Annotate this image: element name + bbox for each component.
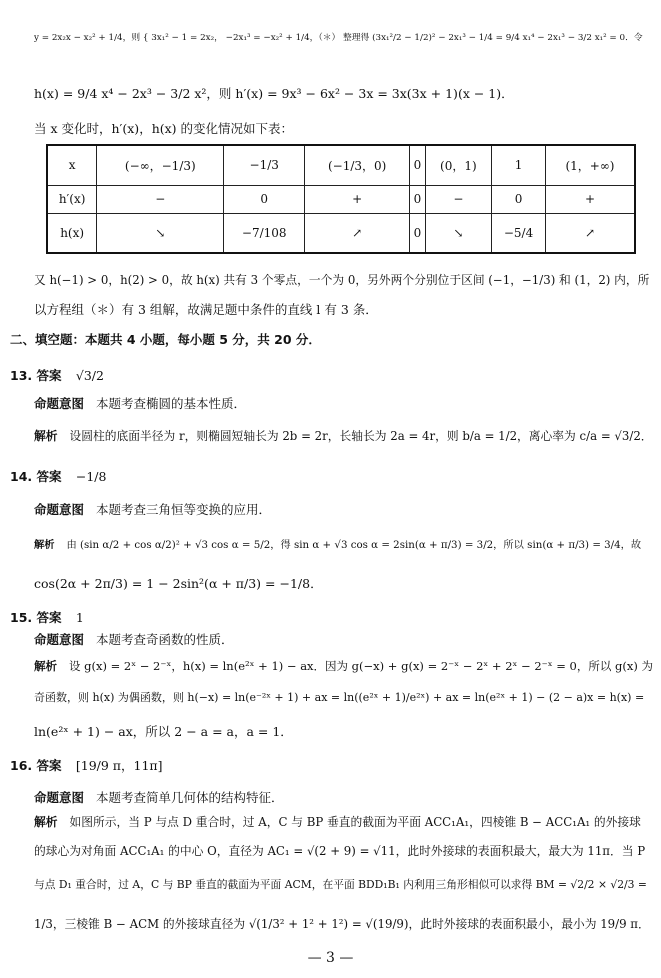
intent-label: 命题意图 [34, 632, 85, 647]
q15-heading [10, 608, 84, 626]
intent-text: 本题考查简单几何体的结构特征． [96, 790, 284, 805]
table-cell: (0，1) [425, 145, 492, 185]
table-cell: −5/4 [492, 213, 546, 253]
text-line [34, 658, 653, 674]
table-cell: 0 [410, 145, 425, 185]
text-line: 与点 D₁ 重合时，过 A，C 与 BP 垂直的截面为平面 ACM，在平面 BDD₁B₁ 内利用三角形相似可以求得 BM = √2/2 × √2/3 = [34, 878, 647, 891]
answer-value: −1/8 [75, 469, 107, 484]
text-line: 的球心为对角面 ACC₁A₁ 的中心 O，直径为 AC₁ = √(2 + 9) = √11，此时外接球的表面积最大，最大为 11π．当 P [34, 844, 646, 858]
table-cell: −7/108 [224, 213, 305, 253]
text-line: h(x) = 9/4 x⁴ − 2x³ − 3/2 x²，则 h′(x) = 9x³ − 6x² − 3x = 3x(3x + 1)(x − 1)． [34, 86, 514, 101]
variation-table [46, 144, 636, 254]
text-line [34, 502, 271, 518]
text-line: y = 2x₂x − x₂² + 1/4，则 { 3x₁² − 1 = 2x₂， −2x₁³ = −x₂² + 1/4，（＊） 整理得 (3x₁²/2 − 1/2)² − 2x₁³ − 1/4 = 9/4 x₁⁴ − 2x₁³ − 3/2 x₁² = 0．令 [34, 33, 643, 43]
answer-value: 1 [75, 610, 84, 625]
text-line: cos(2α + 2π/3) = 1 − 2sin²(α + π/3) = −1/8． [34, 576, 323, 591]
text-line [34, 428, 653, 444]
table-cell: x [47, 145, 97, 185]
page-number: — 3 — [307, 950, 354, 966]
solution-text: 由 (sin α/2 + cos α/2)² + √3 cos α = 5/2，得 sin α + √3 cos α = 2sin(α + π/3) = 3/2，所以 sin(α + π/3) = 3/4，故 [66, 539, 642, 551]
q13-heading [10, 366, 104, 384]
solution-label: 解析 [34, 539, 55, 551]
intent-text: 本题考查三角恒等变换的应用． [96, 502, 272, 517]
q16-heading [10, 756, 163, 774]
text-line: 以方程组（＊）有 3 组解，故满足题中条件的直线 l 有 3 条． [34, 302, 378, 317]
table-cell: (1，+∞) [545, 145, 635, 185]
text-line [34, 537, 641, 553]
text-line [34, 814, 641, 830]
text-line: 奇函数，则 h(x) 为偶函数，则 h(−x) = ln(e⁻²ˣ + 1) + ax = ln((e²ˣ + 1)/e²ˣ) + ax = ln(e²ˣ + 1) − (2 − a)x = h(x) = [34, 691, 645, 704]
table-cell: h′(x) [47, 185, 97, 213]
solution-label: 解析 [34, 429, 58, 443]
table-cell: + [545, 185, 635, 213]
answer-label: 13. 答案 [10, 368, 62, 383]
solution-label: 解析 [34, 815, 58, 829]
intent-label: 命题意图 [34, 502, 85, 517]
text-line: 当 x 变化时，h′(x)，h(x) 的变化情况如下表： [34, 121, 294, 136]
table-cell: (−1/3，0) [305, 145, 410, 185]
answer-value: [19/9 π，11π] [75, 758, 163, 773]
answer-label: 14. 答案 [10, 469, 62, 484]
intent-text: 本题考查奇函数的性质． [96, 632, 234, 647]
table-cell: 0 [410, 185, 425, 213]
table-cell: 0 [492, 185, 546, 213]
solution-text: 设圆柱的底面半径为 r，则椭圆短轴长为 2b = 2r，长轴长为 2a = 4r，则 b/a = 1/2，离心率为 c/a = √3/2． [69, 429, 653, 443]
text-line: 又 h(−1) > 0，h(2) > 0，故 h(x) 共有 3 个零点，一个为 0，另外两个分别位于区间 (−1，−1/3) 和 (1，2) 内，所 [34, 273, 650, 287]
intent-text: 本题考查椭圆的基本性质． [96, 396, 247, 411]
table-cell: + [305, 185, 410, 213]
section-heading: 二、填空题：本题共 4 小题，每小题 5 分，共 20 分． [10, 332, 321, 347]
table-cell: ↘ [97, 213, 224, 253]
table-cell: − [97, 185, 224, 213]
table-cell: ↗ [305, 213, 410, 253]
solution-text: 设 g(x) = 2ˣ − 2⁻ˣ，h(x) = ln(e²ˣ + 1) − ax．因为 g(−x) + g(x) = 2⁻ˣ − 2ˣ + 2ˣ − 2⁻ˣ = 0，所以 g(x) 为 [69, 659, 653, 673]
q14-heading [10, 467, 106, 485]
table-cell: 0 [224, 185, 305, 213]
text-line [34, 632, 234, 648]
text-line: ln(e²ˣ + 1) − ax，所以 2 − a = a，a = 1． [34, 724, 293, 739]
table-cell: ↘ [425, 213, 492, 253]
text-line [34, 790, 284, 806]
table-cell: −1/3 [224, 145, 305, 185]
answer-label: 16. 答案 [10, 758, 62, 773]
intent-label: 命题意图 [34, 396, 85, 411]
table-cell: 0 [410, 213, 425, 253]
solution-text: 如图所示，当 P 与点 D 重合时，过 A，C 与 BP 垂直的截面为平面 ACC₁A₁，四棱锥 B − ACC₁A₁ 的外接球 [69, 815, 641, 829]
answer-value: √3/2 [75, 368, 104, 383]
table-cell: − [425, 185, 492, 213]
table-cell: ↗ [545, 213, 635, 253]
answer-label: 15. 答案 [10, 610, 62, 625]
table-cell: h(x) [47, 213, 97, 253]
text-line [34, 396, 246, 412]
table-cell: (−∞，−1/3) [97, 145, 224, 185]
solution-label: 解析 [34, 659, 57, 673]
text-line: 1/3，三棱锥 B − ACM 的外接球直径为 √(1/3² + 1² + 1²) = √(19/9)，此时外接球的表面积最小，最小为 19/9 π． [34, 917, 650, 931]
table-cell: 1 [492, 145, 546, 185]
intent-label: 命题意图 [34, 790, 85, 805]
